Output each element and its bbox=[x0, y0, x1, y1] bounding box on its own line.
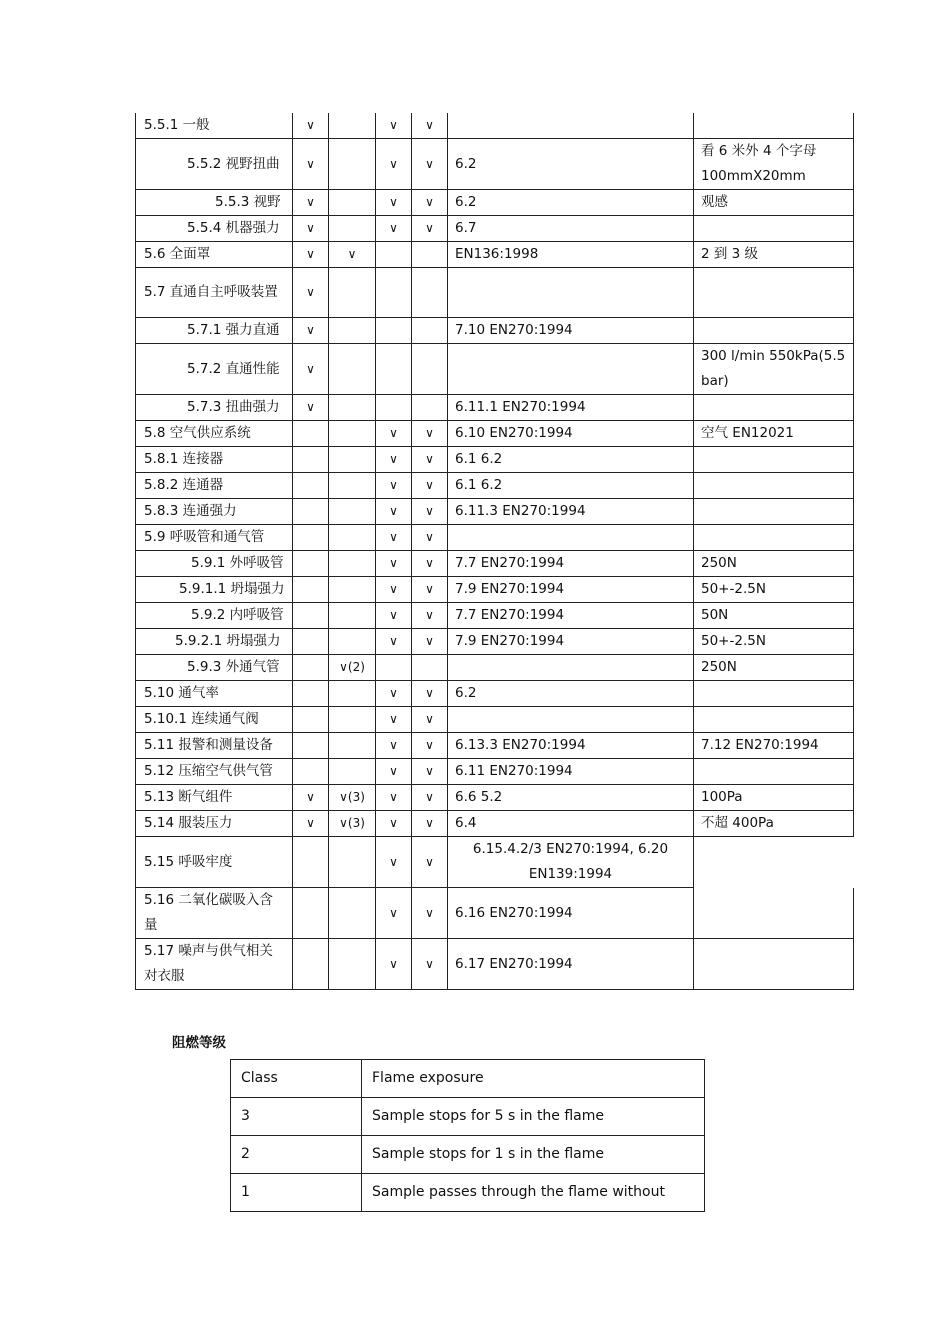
clause-cell: 5.9.3 外通气管 bbox=[136, 655, 293, 681]
table-row bbox=[136, 473, 854, 499]
table-row bbox=[136, 344, 854, 395]
check-col1-cell: ∨ bbox=[293, 344, 329, 395]
check-col2-cell bbox=[329, 447, 376, 473]
check-col3-cell: ∨ bbox=[376, 525, 412, 551]
requirement-note-cell: 2 到 3 级 bbox=[694, 242, 854, 268]
test-method-cell: 7.10 EN270:1994 bbox=[448, 318, 694, 344]
check-col3-cell bbox=[376, 395, 412, 421]
flame-class-cell: 2 bbox=[231, 1136, 362, 1174]
requirement-note-cell: 50+-2.5N bbox=[694, 629, 854, 655]
check-col3-cell bbox=[376, 344, 412, 395]
clause-cell: 5.9.2 内呼吸管 bbox=[136, 603, 293, 629]
check-col3-cell: ∨ bbox=[376, 733, 412, 759]
check-col4-cell: ∨ bbox=[412, 113, 448, 139]
flame-exposure-header: Flame exposure bbox=[362, 1060, 705, 1098]
check-col3-cell bbox=[376, 318, 412, 344]
check-col2-cell bbox=[329, 473, 376, 499]
check-col1-cell: ∨ bbox=[293, 785, 329, 811]
requirement-note-cell bbox=[694, 837, 854, 888]
check-col3-cell bbox=[376, 242, 412, 268]
check-col1-cell: ∨ bbox=[293, 242, 329, 268]
check-col4-cell: ∨ bbox=[412, 888, 448, 939]
check-col4-cell: ∨ bbox=[412, 139, 448, 190]
check-col1-cell: ∨ bbox=[293, 318, 329, 344]
check-col3-cell: ∨ bbox=[376, 190, 412, 216]
test-method-cell bbox=[448, 707, 694, 733]
flame-table-row bbox=[231, 1174, 705, 1212]
check-col2-cell bbox=[329, 551, 376, 577]
check-col4-cell bbox=[412, 268, 448, 318]
requirement-note-cell bbox=[694, 447, 854, 473]
check-col4-cell: ∨ bbox=[412, 499, 448, 525]
check-col1-cell: ∨ bbox=[293, 190, 329, 216]
requirement-note-cell: 300 l/min 550kPa(5.5 bar) bbox=[694, 344, 854, 395]
clause-cell: 5.13 断气组件 bbox=[136, 785, 293, 811]
requirement-note-cell bbox=[694, 759, 854, 785]
requirement-note-cell: 100Pa bbox=[694, 785, 854, 811]
check-col3-cell: ∨ bbox=[376, 603, 412, 629]
test-method-cell: 6.13.3 EN270:1994 bbox=[448, 733, 694, 759]
requirement-note-cell: 50N bbox=[694, 603, 854, 629]
clause-cell: 5.16 二氧化碳吸入含量 bbox=[136, 888, 293, 939]
check-col2-cell bbox=[329, 525, 376, 551]
check-col4-cell: ∨ bbox=[412, 629, 448, 655]
check-col2-cell bbox=[329, 268, 376, 318]
table-row bbox=[136, 242, 854, 268]
requirement-note-cell bbox=[694, 707, 854, 733]
clause-cell: 5.8 空气供应系统 bbox=[136, 421, 293, 447]
test-method-cell: 6.2 bbox=[448, 139, 694, 190]
requirement-note-cell: 空气 EN12021 bbox=[694, 421, 854, 447]
check-col2-cell: ∨(3) bbox=[329, 811, 376, 837]
requirement-note-cell: 250N bbox=[694, 655, 854, 681]
test-method-cell: 6.15.4.2/3 EN270:1994, 6.20 EN139:1994 bbox=[448, 837, 694, 888]
table-row bbox=[136, 139, 854, 190]
check-col2-cell bbox=[329, 344, 376, 395]
test-method-cell: 7.7 EN270:1994 bbox=[448, 551, 694, 577]
requirement-note-cell bbox=[694, 681, 854, 707]
check-col3-cell bbox=[376, 268, 412, 318]
check-col3-cell: ∨ bbox=[376, 139, 412, 190]
check-col4-cell: ∨ bbox=[412, 577, 448, 603]
check-col1-cell: ∨ bbox=[293, 113, 329, 139]
test-method-cell: 6.10 EN270:1994 bbox=[448, 421, 694, 447]
check-col2-cell: ∨(2) bbox=[329, 655, 376, 681]
check-col1-cell bbox=[293, 759, 329, 785]
check-col3-cell bbox=[376, 655, 412, 681]
clause-cell: 5.9.1 外呼吸管 bbox=[136, 551, 293, 577]
check-col4-cell: ∨ bbox=[412, 525, 448, 551]
check-col3-cell: ∨ bbox=[376, 473, 412, 499]
test-method-cell: 6.11 EN270:1994 bbox=[448, 759, 694, 785]
flame-class-cell: 1 bbox=[231, 1174, 362, 1212]
flame-exposure-cell: Sample passes through the flame without bbox=[362, 1174, 705, 1212]
table-row bbox=[136, 577, 854, 603]
check-col1-cell: ∨ bbox=[293, 139, 329, 190]
table-row bbox=[136, 603, 854, 629]
clause-cell: 5.5.2 视野扭曲 bbox=[136, 139, 293, 190]
check-col2-cell bbox=[329, 421, 376, 447]
check-col2-cell bbox=[329, 939, 376, 990]
check-col3-cell: ∨ bbox=[376, 707, 412, 733]
check-col3-cell: ∨ bbox=[376, 629, 412, 655]
check-col1-cell bbox=[293, 603, 329, 629]
table-row bbox=[136, 785, 854, 811]
test-method-cell: EN136:1998 bbox=[448, 242, 694, 268]
check-col2-cell bbox=[329, 837, 376, 888]
check-col1-cell bbox=[293, 447, 329, 473]
test-method-cell: 6.4 bbox=[448, 811, 694, 837]
test-method-cell bbox=[448, 525, 694, 551]
check-col4-cell bbox=[412, 395, 448, 421]
clause-cell: 5.15 呼吸牢度 bbox=[136, 837, 293, 888]
check-col1-cell bbox=[293, 577, 329, 603]
requirement-note-cell: 50+-2.5N bbox=[694, 577, 854, 603]
table-row bbox=[136, 525, 854, 551]
requirement-note-cell bbox=[694, 939, 854, 990]
table-row bbox=[136, 447, 854, 473]
requirement-note-cell: 7.12 EN270:1994 bbox=[694, 733, 854, 759]
clause-cell: 5.11 报警和测量设备 bbox=[136, 733, 293, 759]
requirement-note-cell bbox=[694, 216, 854, 242]
requirement-note-cell bbox=[694, 268, 854, 318]
test-method-cell: 6.1 6.2 bbox=[448, 447, 694, 473]
requirement-note-cell bbox=[694, 888, 854, 939]
table-row bbox=[136, 268, 854, 318]
clause-cell: 5.7.1 强力直通 bbox=[136, 318, 293, 344]
clause-cell: 5.7.2 直通性能 bbox=[136, 344, 293, 395]
clause-cell: 5.5.1 一般 bbox=[136, 113, 293, 139]
check-col3-cell: ∨ bbox=[376, 785, 412, 811]
test-method-cell: 7.9 EN270:1994 bbox=[448, 577, 694, 603]
check-col2-cell bbox=[329, 139, 376, 190]
check-col4-cell: ∨ bbox=[412, 759, 448, 785]
clause-cell: 5.10 通气率 bbox=[136, 681, 293, 707]
table-row bbox=[136, 499, 854, 525]
clause-cell: 5.6 全面罩 bbox=[136, 242, 293, 268]
check-col1-cell bbox=[293, 733, 329, 759]
check-col4-cell bbox=[412, 655, 448, 681]
check-col3-cell: ∨ bbox=[376, 939, 412, 990]
requirement-note-cell bbox=[694, 499, 854, 525]
clause-cell: 5.12 压缩空气供气管 bbox=[136, 759, 293, 785]
check-col1-cell: ∨ bbox=[293, 216, 329, 242]
check-col4-cell: ∨ bbox=[412, 447, 448, 473]
check-col1-cell bbox=[293, 837, 329, 888]
check-col1-cell: ∨ bbox=[293, 395, 329, 421]
check-col4-cell: ∨ bbox=[412, 785, 448, 811]
check-col4-cell: ∨ bbox=[412, 603, 448, 629]
clause-cell: 5.8.3 连通强力 bbox=[136, 499, 293, 525]
check-col3-cell: ∨ bbox=[376, 577, 412, 603]
check-col2-cell bbox=[329, 216, 376, 242]
clause-cell: 5.8.1 连接器 bbox=[136, 447, 293, 473]
check-col4-cell: ∨ bbox=[412, 216, 448, 242]
check-col2-cell bbox=[329, 603, 376, 629]
requirement-note-cell bbox=[694, 395, 854, 421]
clause-cell: 5.5.4 机器强力 bbox=[136, 216, 293, 242]
requirements-table bbox=[135, 113, 854, 990]
requirement-note-cell: 250N bbox=[694, 551, 854, 577]
clause-cell: 5.5.3 视野 bbox=[136, 190, 293, 216]
check-col2-cell bbox=[329, 499, 376, 525]
check-col4-cell: ∨ bbox=[412, 681, 448, 707]
flame-table-row bbox=[231, 1098, 705, 1136]
check-col4-cell: ∨ bbox=[412, 190, 448, 216]
test-method-cell: 6.11.3 EN270:1994 bbox=[448, 499, 694, 525]
check-col4-cell: ∨ bbox=[412, 939, 448, 990]
table-row bbox=[136, 811, 854, 837]
requirement-note-cell: 看 6 米外 4 个字母 100mmX20mm bbox=[694, 139, 854, 190]
check-col1-cell bbox=[293, 888, 329, 939]
check-col3-cell: ∨ bbox=[376, 421, 412, 447]
flame-class-table bbox=[230, 1059, 705, 1212]
check-col2-cell bbox=[329, 888, 376, 939]
requirement-note-cell bbox=[694, 318, 854, 344]
table-row bbox=[136, 837, 854, 888]
test-method-cell: 6.6 5.2 bbox=[448, 785, 694, 811]
class-header: Class bbox=[231, 1060, 362, 1098]
test-method-cell: 6.1 6.2 bbox=[448, 473, 694, 499]
check-col1-cell bbox=[293, 499, 329, 525]
flame-table-header-row bbox=[231, 1060, 705, 1098]
check-col2-cell bbox=[329, 629, 376, 655]
clause-cell: 5.9 呼吸管和通气管 bbox=[136, 525, 293, 551]
check-col2-cell bbox=[329, 759, 376, 785]
test-method-cell: 7.7 EN270:1994 bbox=[448, 603, 694, 629]
table-row bbox=[136, 216, 854, 242]
requirement-note-cell bbox=[694, 113, 854, 139]
check-col1-cell bbox=[293, 707, 329, 733]
check-col2-cell bbox=[329, 395, 376, 421]
table-row bbox=[136, 395, 854, 421]
check-col1-cell: ∨ bbox=[293, 268, 329, 318]
flame-exposure-cell: Sample stops for 1 s in the flame bbox=[362, 1136, 705, 1174]
check-col4-cell: ∨ bbox=[412, 811, 448, 837]
check-col2-cell bbox=[329, 707, 376, 733]
table-row bbox=[136, 421, 854, 447]
check-col1-cell bbox=[293, 551, 329, 577]
test-method-cell bbox=[448, 113, 694, 139]
test-method-cell: 6.2 bbox=[448, 681, 694, 707]
table-row bbox=[136, 759, 854, 785]
clause-cell: 5.7.3 扭曲强力 bbox=[136, 395, 293, 421]
test-method-cell bbox=[448, 344, 694, 395]
check-col4-cell bbox=[412, 318, 448, 344]
check-col2-cell bbox=[329, 318, 376, 344]
clause-cell: 5.8.2 连通器 bbox=[136, 473, 293, 499]
check-col1-cell bbox=[293, 421, 329, 447]
check-col4-cell: ∨ bbox=[412, 837, 448, 888]
table-row bbox=[136, 629, 854, 655]
requirement-note-cell bbox=[694, 473, 854, 499]
table-row bbox=[136, 681, 854, 707]
check-col1-cell bbox=[293, 939, 329, 990]
requirement-note-cell: 观感 bbox=[694, 190, 854, 216]
flame-class-cell: 3 bbox=[231, 1098, 362, 1136]
table-row bbox=[136, 733, 854, 759]
check-col2-cell bbox=[329, 577, 376, 603]
check-col3-cell: ∨ bbox=[376, 888, 412, 939]
check-col2-cell bbox=[329, 733, 376, 759]
table-row bbox=[136, 888, 854, 939]
check-col3-cell: ∨ bbox=[376, 811, 412, 837]
check-col4-cell: ∨ bbox=[412, 473, 448, 499]
table-row bbox=[136, 551, 854, 577]
clause-cell: 5.10.1 连续通气阀 bbox=[136, 707, 293, 733]
table-row bbox=[136, 939, 854, 990]
test-method-cell: 6.7 bbox=[448, 216, 694, 242]
check-col3-cell: ∨ bbox=[376, 681, 412, 707]
check-col3-cell: ∨ bbox=[376, 837, 412, 888]
test-method-cell bbox=[448, 268, 694, 318]
requirement-note-cell: 不超 400Pa bbox=[694, 811, 854, 837]
check-col3-cell: ∨ bbox=[376, 551, 412, 577]
test-method-cell: 6.16 EN270:1994 bbox=[448, 888, 694, 939]
table-row bbox=[136, 707, 854, 733]
table-row bbox=[136, 190, 854, 216]
clause-cell: 5.9.1.1 坍塌强力 bbox=[136, 577, 293, 603]
check-col1-cell: ∨ bbox=[293, 811, 329, 837]
requirement-note-cell bbox=[694, 525, 854, 551]
check-col3-cell: ∨ bbox=[376, 499, 412, 525]
check-col4-cell: ∨ bbox=[412, 421, 448, 447]
test-method-cell: 7.9 EN270:1994 bbox=[448, 629, 694, 655]
test-method-cell bbox=[448, 655, 694, 681]
check-col2-cell: ∨(3) bbox=[329, 785, 376, 811]
check-col2-cell bbox=[329, 190, 376, 216]
clause-cell: 5.17 噪声与供气相关对衣服 bbox=[136, 939, 293, 990]
flame-exposure-cell: Sample stops for 5 s in the flame bbox=[362, 1098, 705, 1136]
clause-cell: 5.14 服装压力 bbox=[136, 811, 293, 837]
flame-class-heading: 阻燃等级 bbox=[172, 1035, 226, 1051]
check-col1-cell bbox=[293, 655, 329, 681]
check-col4-cell: ∨ bbox=[412, 733, 448, 759]
check-col4-cell: ∨ bbox=[412, 707, 448, 733]
check-col2-cell bbox=[329, 113, 376, 139]
check-col3-cell: ∨ bbox=[376, 216, 412, 242]
check-col1-cell bbox=[293, 473, 329, 499]
test-method-cell: 6.2 bbox=[448, 190, 694, 216]
test-method-cell: 6.17 EN270:1994 bbox=[448, 939, 694, 990]
check-col2-cell: ∨ bbox=[329, 242, 376, 268]
table-row bbox=[136, 655, 854, 681]
check-col1-cell bbox=[293, 629, 329, 655]
table-row bbox=[136, 318, 854, 344]
check-col1-cell bbox=[293, 681, 329, 707]
check-col4-cell: ∨ bbox=[412, 551, 448, 577]
check-col1-cell bbox=[293, 525, 329, 551]
flame-table-row bbox=[231, 1136, 705, 1174]
check-col3-cell: ∨ bbox=[376, 447, 412, 473]
check-col3-cell: ∨ bbox=[376, 759, 412, 785]
check-col3-cell: ∨ bbox=[376, 113, 412, 139]
clause-cell: 5.7 直通自主呼吸装置 bbox=[136, 268, 293, 318]
clause-cell: 5.9.2.1 坍塌强力 bbox=[136, 629, 293, 655]
check-col4-cell bbox=[412, 242, 448, 268]
test-method-cell: 6.11.1 EN270:1994 bbox=[448, 395, 694, 421]
check-col2-cell bbox=[329, 681, 376, 707]
table-row bbox=[136, 113, 854, 139]
check-col4-cell bbox=[412, 344, 448, 395]
